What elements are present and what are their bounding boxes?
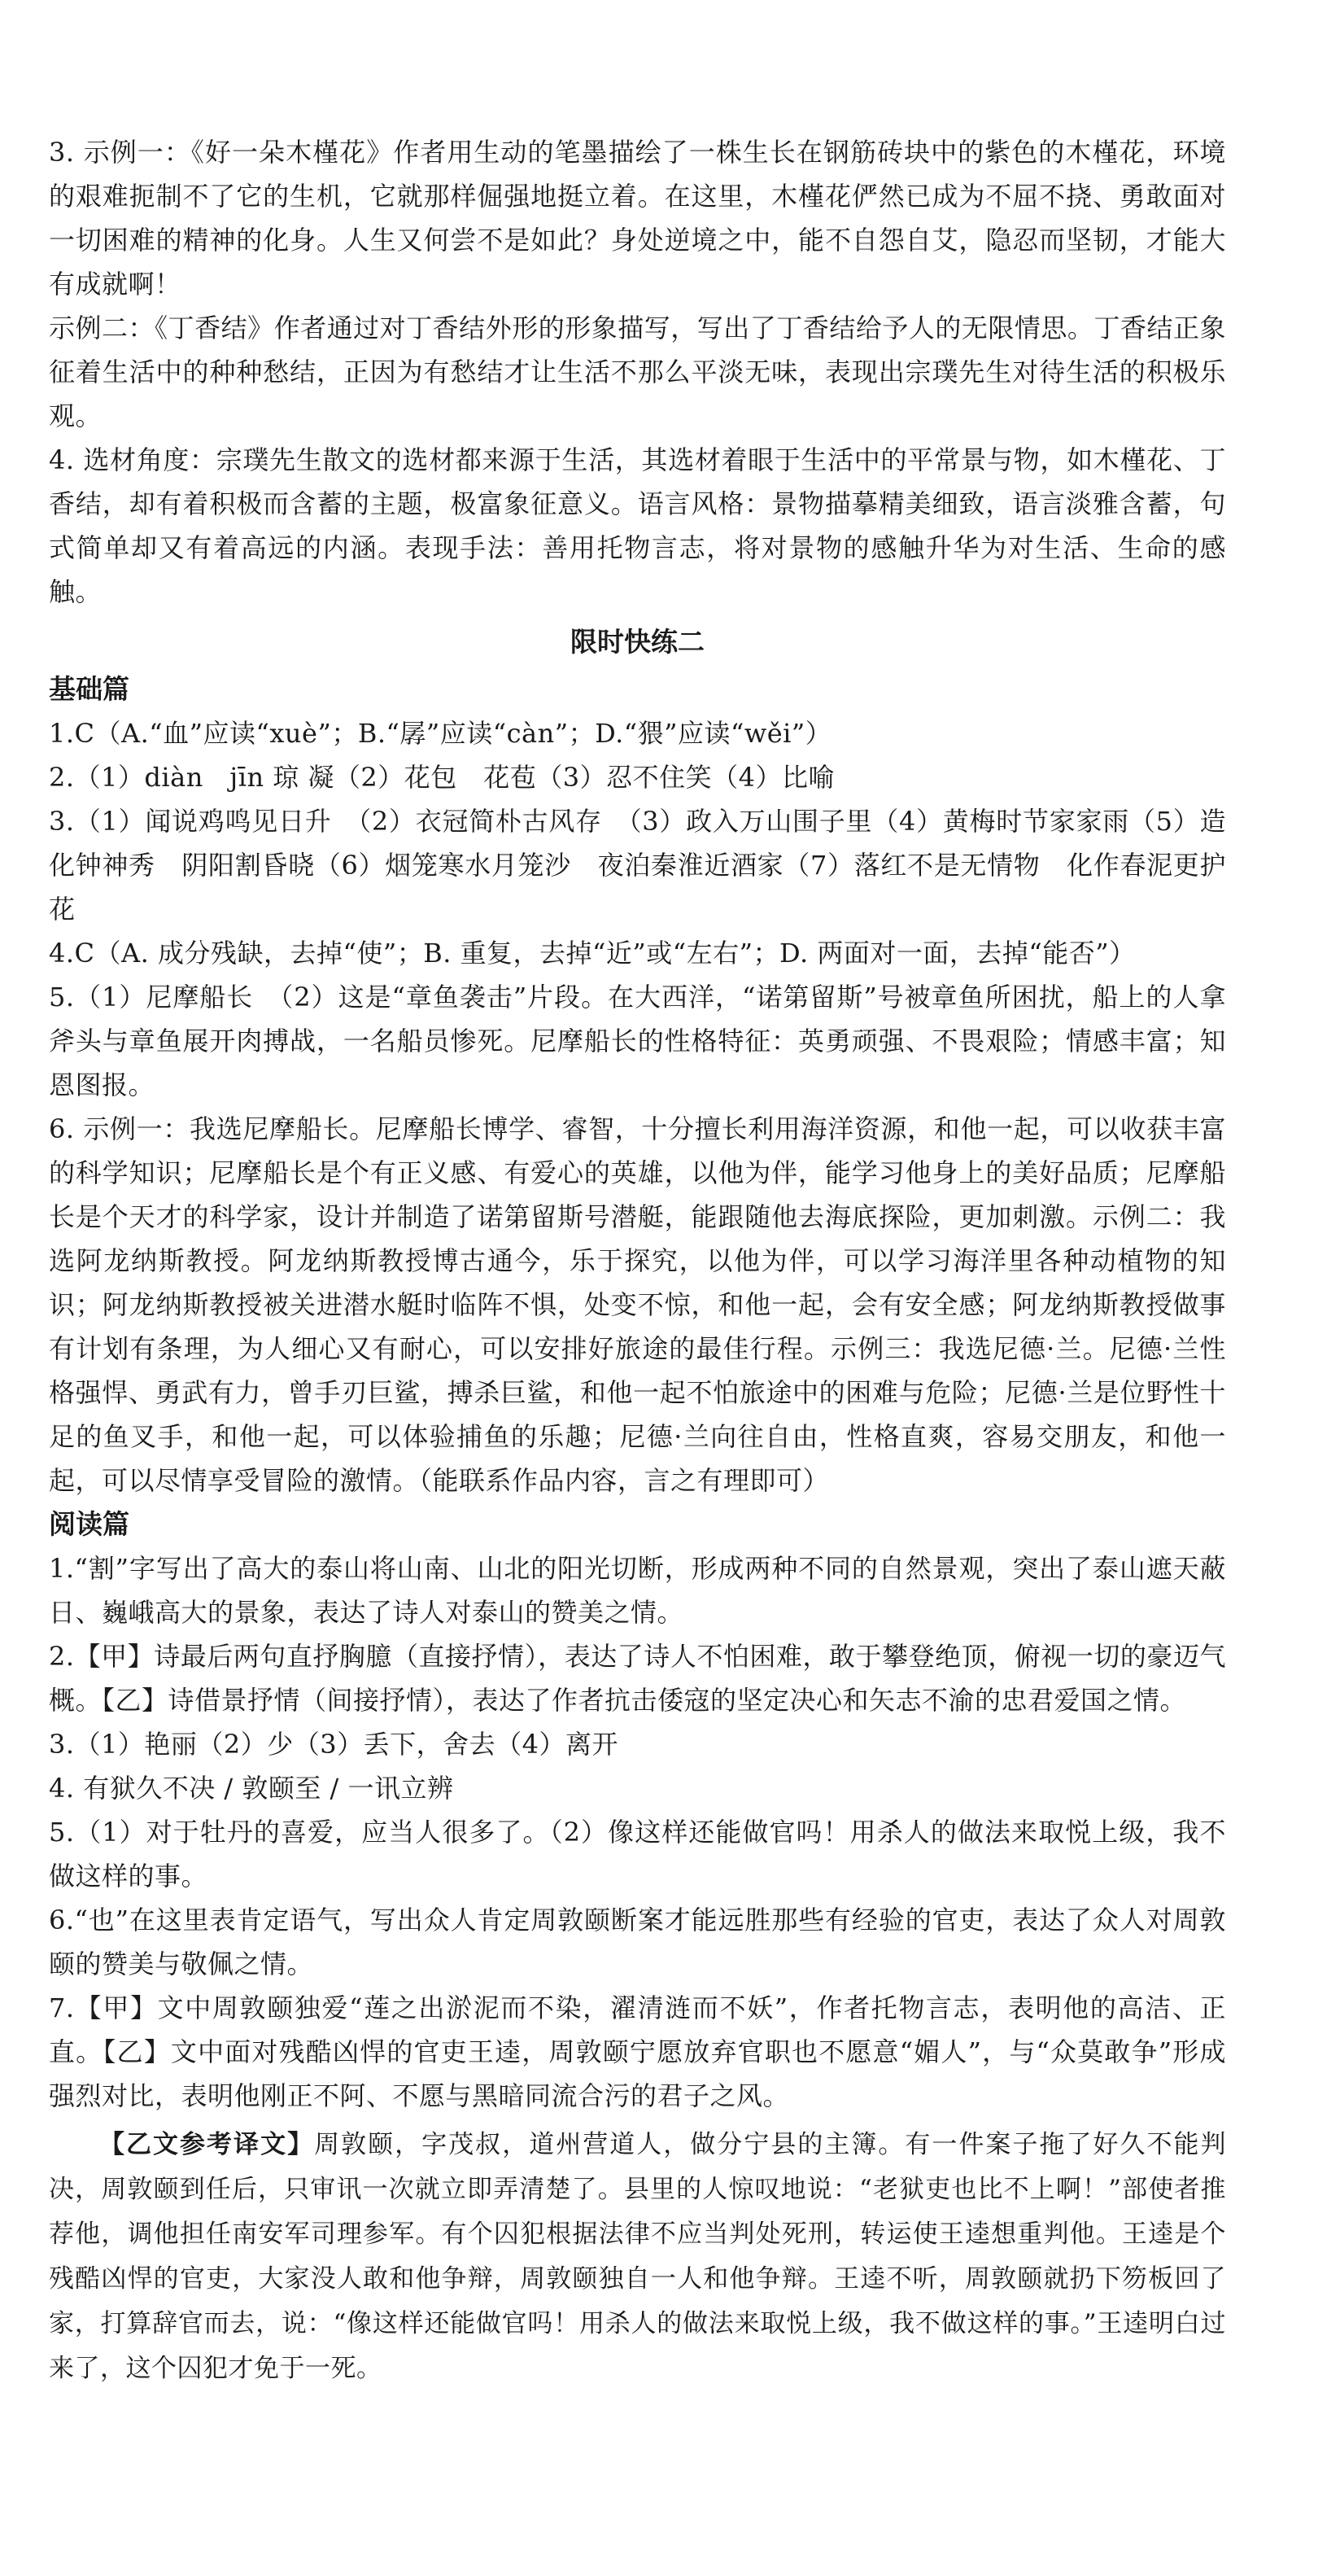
section-title: 限时快练二 [570,626,705,658]
answer-item: 6.“也”在这里表肯定语气，写出众人肯定周敦颐断案才能远胜那些有经验的官吏，表达了众人对周敦颐的赞美与敬佩之情。 [49,1905,1226,1979]
answer-item: 7.【甲】文中周敦颐独爱“莲之出淤泥而不染，濯清涟而不妖”，作者托物言志，表明他的高洁、正直。【乙】文中面对残酷凶悍的官吏王逵，周敦颐宁愿放弃官职也不愿意“媚人”，与“众莫敢争”形成强烈对比，表明他刚正不阿、不愿与黑暗同流合污的君子之风。 [49,1992,1226,2111]
basic-heading: 基础篇 [49,673,129,705]
answer-item: 5.（1）对于牡丹的喜爱，应当人很多了。（2）像这样还能做官吗！用杀人的做法来取悦上级，我不做这样的事。 [49,1817,1226,1892]
answer-item: 2.（1）diàn jīn 琼 凝（2）花包 花苞（3）忍不住笑（4）比喻 [49,762,835,793]
answer-item: 示例二：《丁香结》作者通过对丁香结外形的形象描写，写出了丁香结给予人的无限情思。丁香结正象征着生活中的种种愁结，正因为有愁结才让生活不那么平淡无味，表现出宗璞先生对待生活的积极乐观。 [49,313,1226,431]
translation-text: 周敦颐，字茂叔，道州营道人，做分宁县的主簿。有一件案子拖了好久不能判决，周敦颐到任后，只审讯一次就立即弄清楚了。县里的人惊叹地说：“老狱吏也比不上啊！”部使者推荐他，调他担任南安军司理参军。有个囚犯根据法律不应当判处死刑，转运使王逵想重判他。王逵是个残酷凶悍的官吏，大家没人敢和他争辩，周敦颐独自一人和他争辩。王逵不听，周敦颐就扔下笏板回了家，打算辞官而去，说：“像这样还能做官吗！用杀人的做法来取悦上级，我不做这样的事。”王逵明白过来了，这个囚犯才免于一死。 [49,2130,1227,2383]
answer-item: 5.（1）尼摩船长 （2）这是“章鱼袭击”片段。在大西洋，“诺第留斯”号被章鱼所困扰，船上的人拿斧头与章鱼展开肉搏战，一名船员惨死。尼摩船长的性格特征：英勇顽强、不畏艰险；情感丰富；知恩图报。 [49,982,1226,1100]
part1-answers [49,130,1226,614]
answer-item: 3. 示例一：《好一朵木槿花》作者用生动的笔墨描绘了一株生长在钢筋砖块中的紫色的木槿花，环境的艰难扼制不了它的生机，它就那样倔强地挺立着。在这里，木槿花俨然已成为不屈不挠、勇敢面对一切困难的精神的化身。人生又何尝不是如此？身处逆境之中，能不自怨自艾，隐忍而坚韧，才能大有成就啊！ [49,137,1226,300]
answer-item: 2.【甲】诗最后两句直抒胸臆（直接抒情），表达了诗人不怕困难，敢于攀登绝顶，俯视一切的豪迈气概。【乙】诗借景抒情（间接抒情），表达了作者抗击倭寇的坚定决心和矢志不渝的忠君爱国之情。 [49,1641,1226,1716]
reading-section [49,1502,1226,2391]
answer-item: 4.C（A. 成分残缺，去掉“使”；B. 重复，去掉“近”或“左右”；D. 两面对一面，去掉“能否”） [49,938,1136,969]
translation-paragraph [49,2123,1226,2391]
translation-label: 【乙文参考译文】 [99,2130,315,2159]
answer-item: 3.（1）闻说鸡鸣见日升 （2）衣冠简朴古风存 （3）政入万山围子里（4）黄梅时节家家雨（5）造化钟神秀 阴阳割昏晓（6）烟笼寒水月笼沙 夜泊秦淮近酒家（7）落红不是无情物 化作春泥更护花 [49,806,1226,925]
answer-item: 1.“割”字写出了高大的泰山将山南、山北的阳光切断，形成两种不同的自然景观，突出了泰山遮天蔽日、巍峨高大的景象，表达了诗人对泰山的赞美之情。 [49,1553,1226,1628]
reading-heading: 阅读篇 [49,1508,129,1540]
answer-item: 1.C（A.“血”应读“xuè”；B.“孱”应读“càn”；D.“猥”应读“wěi”） [49,718,832,749]
basic-section [49,667,1226,1502]
answer-item: 4. 有狱久不决 / 敦颐至 / 一讯立辨 [49,1773,454,1804]
answer-item: 3.（1）艳丽（2）少（3）丢下，舍去（4）离开 [49,1729,618,1760]
answer-item: 4. 选材角度：宗璞先生散文的选材都来源于生活，其选材着眼于生活中的平常景与物，如木槿花、丁香结，却有着积极而含蓄的主题，极富象征意义。语言风格：景物描摹精美细致，语言淡雅含蓄，句式简单却又有着高远的内涵。表现手法：善用托物言志，将对景物的感触升华为对生活、生命的感触。 [49,444,1226,607]
answer-item: 6. 示例一：我选尼摩船长。尼摩船长博学、睿智，十分擅长利用海洋资源，和他一起，可以收获丰富的科学知识；尼摩船长是个有正义感、有爱心的英雄，以他为伴，能学习他身上的美好品质；尼摩船长是个天才的科学家，设计并制造了诺第留斯号潜艇，能跟随他去海底探险，更加刺激。示例二：我选阿龙纳斯教授。阿龙纳斯教授博古通今，乐于探究，以他为伴，可以学习海洋里各种动植物的知识；阿龙纳斯教授被关进潜水艇时临阵不惧，处变不惊，和他一起，会有安全感；阿龙纳斯教授做事有计划有条理，为人细心又有耐心，可以安排好旅途的最佳行程。示例三：我选尼德·兰。尼德·兰性格强悍、勇武有力，曾手刃巨鲨，搏杀巨鲨，和他一起不怕旅途中的困难与危险；尼德·兰是位野性十足的鱼叉手，和他一起，可以体验捕鱼的乐趣；尼德·兰向往自由，性格直爽，容易交朋友，和他一起，可以尽情享受冒险的激情。（能联系作品内容，言之有理即可） [49,1113,1226,1496]
